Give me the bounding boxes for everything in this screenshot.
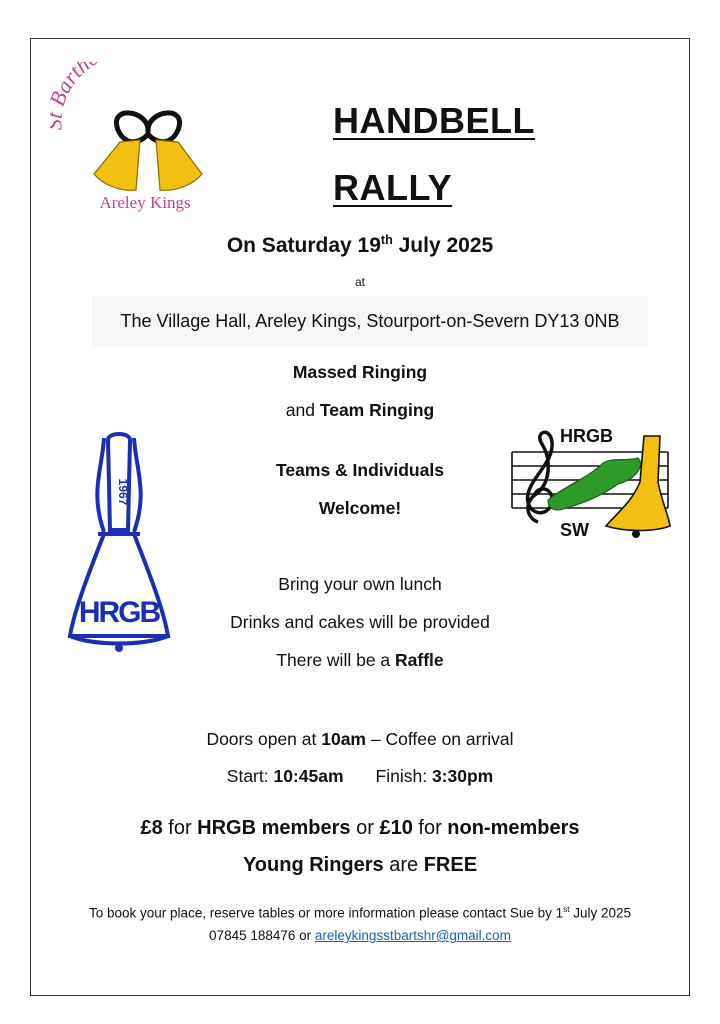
hrgb-bell-letters: HRGB bbox=[78, 596, 160, 629]
church-logo bbox=[50, 62, 240, 217]
welcome: Welcome! bbox=[318, 498, 402, 518]
pricing-line: £8 for HRGB members or £10 for non-members bbox=[140, 817, 580, 839]
start-finish: Start: 10:45am Finish: 3:30pm bbox=[226, 766, 494, 786]
contact-line bbox=[0, 928, 720, 943]
hrgb-bell-year: 1967 bbox=[116, 478, 130, 506]
raffle-line: There will be a Raffle bbox=[276, 650, 444, 670]
handbell-pair-icon bbox=[94, 113, 202, 190]
phone-number: 07845 188476 or bbox=[209, 928, 315, 943]
massed-ringing: Massed Ringing bbox=[292, 362, 428, 382]
title-rally: RALLY bbox=[333, 167, 453, 208]
title-handbell: HANDBELL bbox=[333, 100, 535, 141]
hrgb-sw-bottom: SW bbox=[560, 520, 589, 540]
hrgb-sw-logo bbox=[508, 422, 673, 544]
doors-open: Doors open at 10am – Coffee on arrival bbox=[206, 729, 514, 749]
team-ringing: and Team Ringing bbox=[285, 400, 435, 420]
teams-individuals: Teams & Individuals bbox=[276, 460, 444, 480]
hrgb-sw-top: HRGB bbox=[560, 426, 613, 446]
venue-address: The Village Hall, Areley Kings, Stourport-on-Severn DY13 0NB bbox=[120, 311, 620, 331]
bring-lunch: Bring your own lunch bbox=[278, 574, 442, 594]
booking-info: To book your place, reserve tables or more information please contact Sue by 1st July 2025 bbox=[88, 905, 632, 921]
event-date: On Saturday 19th July 2025 bbox=[226, 233, 494, 257]
young-ringers-line: Young Ringers are FREE bbox=[242, 854, 478, 876]
church-logo-place: Areley Kings bbox=[99, 193, 191, 212]
drinks-cakes: Drinks and cakes will be provided bbox=[230, 612, 490, 632]
email-link[interactable]: areleykingsstbartshr@gmail.com bbox=[314, 928, 511, 943]
at-label: at bbox=[354, 275, 365, 289]
venue-box bbox=[92, 296, 648, 346]
church-logo-name: arth bbox=[50, 62, 95, 98]
